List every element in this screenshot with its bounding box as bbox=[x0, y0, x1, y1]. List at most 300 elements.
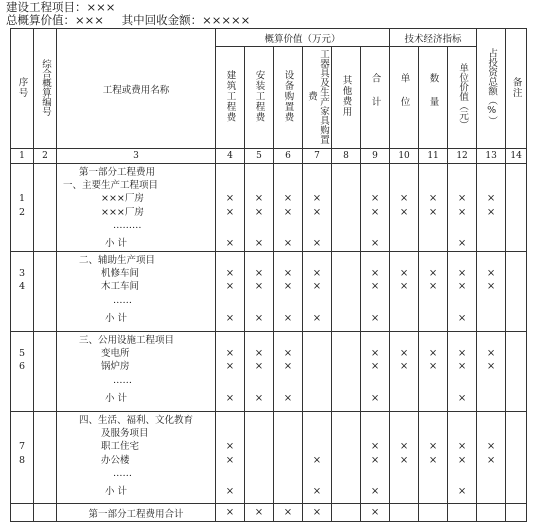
mark bbox=[303, 294, 331, 307]
value-cell bbox=[448, 332, 477, 412]
col-other: 其他费用 bbox=[332, 47, 361, 149]
mark bbox=[477, 334, 505, 347]
value-cell bbox=[332, 164, 361, 252]
mark: × bbox=[399, 361, 409, 373]
item-name: …… bbox=[113, 374, 132, 386]
section-row bbox=[11, 164, 527, 252]
total-row bbox=[11, 504, 527, 522]
seq-number bbox=[11, 427, 33, 440]
name-cell bbox=[57, 412, 216, 504]
mark: × bbox=[399, 268, 409, 280]
mark bbox=[477, 179, 505, 192]
mark bbox=[303, 347, 331, 360]
mark bbox=[245, 254, 273, 267]
value-cell bbox=[216, 164, 245, 252]
mark bbox=[332, 254, 360, 267]
mark: × bbox=[225, 361, 235, 373]
est-no-cell bbox=[34, 252, 57, 332]
mark bbox=[390, 392, 418, 405]
mark: × bbox=[254, 361, 264, 373]
value-cell bbox=[361, 332, 390, 412]
mark: × bbox=[312, 312, 322, 324]
seq-cell bbox=[11, 412, 34, 504]
mark bbox=[245, 294, 273, 307]
remarks-cell bbox=[506, 164, 527, 252]
mark: × bbox=[254, 206, 264, 218]
mark bbox=[303, 219, 331, 232]
mark: × bbox=[283, 268, 293, 280]
mark bbox=[245, 454, 273, 467]
mark bbox=[419, 312, 447, 325]
mark bbox=[274, 467, 302, 480]
mark: × bbox=[254, 281, 264, 293]
col-share: 占投资总额（%） bbox=[477, 29, 506, 149]
column-number: 11 bbox=[419, 149, 448, 164]
item-name: 小 计 bbox=[105, 392, 128, 404]
mark: × bbox=[457, 206, 467, 218]
recovery-value: ××××× bbox=[202, 13, 251, 27]
mark bbox=[419, 294, 447, 307]
mark bbox=[303, 166, 331, 179]
mark bbox=[361, 414, 389, 427]
mark bbox=[303, 440, 331, 453]
mark bbox=[303, 334, 331, 347]
mark bbox=[216, 254, 244, 267]
col-remarks: 备注 bbox=[506, 29, 527, 149]
mark: × bbox=[361, 504, 390, 522]
mark: × bbox=[254, 348, 264, 360]
mark bbox=[274, 414, 302, 427]
recovery-label: 其中回收金额： bbox=[121, 13, 203, 27]
column-number: 10 bbox=[390, 149, 419, 164]
mark bbox=[390, 237, 418, 250]
mark bbox=[390, 166, 418, 179]
mark bbox=[477, 467, 505, 480]
mark: × bbox=[283, 348, 293, 360]
item-name: 锅炉房 bbox=[101, 361, 130, 373]
mark bbox=[390, 334, 418, 347]
mark: × bbox=[225, 441, 235, 453]
remarks-cell bbox=[506, 504, 527, 522]
mark bbox=[477, 312, 505, 325]
item-name: 木工车间 bbox=[101, 281, 140, 293]
mark bbox=[332, 237, 360, 250]
mark: × bbox=[486, 441, 496, 453]
mark bbox=[274, 294, 302, 307]
value-cell bbox=[332, 332, 361, 412]
mark: × bbox=[370, 237, 380, 249]
mark: × bbox=[428, 361, 438, 373]
value-cell bbox=[419, 332, 448, 412]
mark bbox=[448, 467, 476, 480]
mark: × bbox=[225, 206, 235, 218]
value-cell bbox=[216, 332, 245, 412]
estimate-table bbox=[10, 28, 527, 522]
mark bbox=[390, 254, 418, 267]
mark bbox=[361, 219, 389, 232]
mark bbox=[477, 504, 506, 522]
mark: × bbox=[370, 392, 380, 404]
item-name: …… bbox=[113, 467, 132, 479]
column-number: 12 bbox=[448, 149, 477, 164]
mark: × bbox=[399, 206, 409, 218]
section-row bbox=[11, 332, 527, 412]
col-tech-group: 技术经济指标 bbox=[390, 29, 477, 47]
item-name: 职工住宅 bbox=[101, 441, 140, 453]
mark bbox=[419, 179, 447, 192]
mark bbox=[448, 179, 476, 192]
col-total: 合计 bbox=[361, 47, 390, 149]
mark: × bbox=[370, 281, 380, 293]
item-name: 机修车间 bbox=[101, 268, 140, 280]
mark bbox=[448, 427, 476, 440]
mark bbox=[216, 166, 244, 179]
mark: × bbox=[370, 361, 380, 373]
col-equipment: 设备购置费 bbox=[274, 47, 303, 149]
mark bbox=[216, 334, 244, 347]
mark bbox=[390, 219, 418, 232]
seq-number bbox=[11, 166, 33, 179]
seq-number bbox=[11, 312, 33, 325]
seq-number: 4 bbox=[18, 281, 26, 293]
item-name: 小 计 bbox=[105, 485, 128, 497]
mark bbox=[216, 219, 244, 232]
value-cell bbox=[332, 252, 361, 332]
column-number: 7 bbox=[303, 149, 332, 164]
mark bbox=[332, 192, 360, 205]
mark: × bbox=[457, 361, 467, 373]
mark: × bbox=[457, 454, 467, 466]
value-cell bbox=[274, 252, 303, 332]
est-no-cell bbox=[34, 332, 57, 412]
mark bbox=[477, 485, 505, 498]
value-cell bbox=[448, 412, 477, 504]
mark bbox=[448, 414, 476, 427]
mark: × bbox=[370, 441, 380, 453]
mark bbox=[361, 427, 389, 440]
mark: × bbox=[428, 206, 438, 218]
col-seq: 序号 bbox=[11, 29, 34, 149]
mark bbox=[361, 467, 389, 480]
section-row bbox=[11, 412, 527, 504]
name-cell bbox=[57, 252, 216, 332]
mark: × bbox=[225, 312, 235, 324]
mark bbox=[274, 485, 302, 498]
mark: × bbox=[254, 193, 264, 205]
mark: × bbox=[457, 281, 467, 293]
mark bbox=[303, 374, 331, 387]
mark bbox=[390, 294, 418, 307]
value-cell bbox=[303, 252, 332, 332]
mark: × bbox=[428, 454, 438, 466]
seq-number: 8 bbox=[18, 454, 26, 466]
mark bbox=[361, 254, 389, 267]
value-cell bbox=[303, 332, 332, 412]
item-name: 小 计 bbox=[105, 237, 128, 249]
mark: × bbox=[254, 312, 264, 324]
mark bbox=[303, 414, 331, 427]
value-cell bbox=[245, 252, 274, 332]
mark bbox=[245, 374, 273, 387]
item-name: 小 计 bbox=[105, 312, 128, 324]
seq-number: 7 bbox=[18, 441, 26, 453]
mark bbox=[303, 360, 331, 373]
mark bbox=[332, 454, 360, 467]
mark bbox=[419, 485, 447, 498]
mark bbox=[216, 467, 244, 480]
mark bbox=[332, 467, 360, 480]
mark: × bbox=[486, 281, 496, 293]
mark bbox=[245, 179, 273, 192]
value-cell bbox=[419, 252, 448, 332]
mark bbox=[419, 374, 447, 387]
est-no-cell bbox=[34, 504, 57, 522]
mark bbox=[245, 166, 273, 179]
column-number: 9 bbox=[361, 149, 390, 164]
mark bbox=[332, 334, 360, 347]
mark: × bbox=[370, 485, 380, 497]
mark: × bbox=[457, 485, 467, 497]
mark: × bbox=[225, 348, 235, 360]
value-cell bbox=[390, 252, 419, 332]
seq-number bbox=[11, 254, 33, 267]
mark bbox=[332, 267, 360, 280]
mark: × bbox=[303, 504, 332, 522]
remarks-cell bbox=[506, 412, 527, 504]
value-cell bbox=[274, 164, 303, 252]
col-unit-value: 单位价值（元） bbox=[448, 47, 477, 149]
mark: × bbox=[283, 206, 293, 218]
mark bbox=[274, 374, 302, 387]
value-cell bbox=[477, 252, 506, 332]
value-cell bbox=[216, 252, 245, 332]
mark bbox=[361, 374, 389, 387]
mark bbox=[216, 427, 244, 440]
mark bbox=[448, 166, 476, 179]
mark bbox=[390, 312, 418, 325]
total-label: 总概算价值： bbox=[6, 13, 75, 27]
total-value-line bbox=[6, 13, 250, 27]
col-name: 工程或费用名称 bbox=[57, 29, 216, 149]
mark bbox=[477, 294, 505, 307]
mark bbox=[390, 179, 418, 192]
mark bbox=[477, 166, 505, 179]
col-construction: 建筑工程费 bbox=[216, 47, 245, 149]
mark bbox=[216, 414, 244, 427]
mark: × bbox=[312, 206, 322, 218]
col-value-group: 概算价值（万元） bbox=[216, 29, 390, 47]
mark: × bbox=[370, 312, 380, 324]
mark: × bbox=[254, 268, 264, 280]
mark: × bbox=[428, 348, 438, 360]
item-name: 四、生活、福利、文化教育 bbox=[79, 415, 194, 426]
value-cell bbox=[390, 164, 419, 252]
mark bbox=[419, 392, 447, 405]
mark: × bbox=[370, 348, 380, 360]
mark: × bbox=[457, 441, 467, 453]
mark bbox=[332, 440, 360, 453]
mark: × bbox=[312, 268, 322, 280]
mark: × bbox=[283, 312, 293, 324]
mark: × bbox=[225, 268, 235, 280]
column-number: 13 bbox=[477, 149, 506, 164]
value-cell bbox=[419, 412, 448, 504]
seq-number bbox=[11, 294, 33, 307]
mark: × bbox=[486, 348, 496, 360]
mark bbox=[245, 467, 273, 480]
mark bbox=[274, 166, 302, 179]
mark bbox=[274, 427, 302, 440]
mark bbox=[245, 427, 273, 440]
seq-number bbox=[11, 179, 33, 192]
mark: × bbox=[312, 193, 322, 205]
est-no-cell bbox=[34, 164, 57, 252]
mark bbox=[303, 179, 331, 192]
value-cell bbox=[303, 412, 332, 504]
mark bbox=[332, 166, 360, 179]
mark: × bbox=[486, 268, 496, 280]
mark: × bbox=[486, 206, 496, 218]
mark: × bbox=[428, 268, 438, 280]
value-cell bbox=[274, 412, 303, 504]
mark bbox=[332, 312, 360, 325]
seq-number: 3 bbox=[18, 268, 26, 280]
seq-number: 6 bbox=[18, 361, 26, 373]
mark bbox=[332, 294, 360, 307]
mark bbox=[332, 374, 360, 387]
mark bbox=[477, 237, 505, 250]
mark bbox=[332, 427, 360, 440]
mark: × bbox=[274, 504, 303, 522]
item-name: 一、主要生产工程项目 bbox=[63, 180, 159, 192]
mark bbox=[245, 219, 273, 232]
mark bbox=[332, 485, 360, 498]
item-name: 变电所 bbox=[101, 348, 130, 360]
mark bbox=[216, 374, 244, 387]
mark bbox=[448, 374, 476, 387]
mark: × bbox=[283, 361, 293, 373]
total-value: ××× bbox=[75, 13, 104, 27]
item-name: 及服务项目 bbox=[101, 428, 149, 440]
item-name: 三、公用设施工程项目 bbox=[79, 335, 175, 346]
value-cell bbox=[390, 412, 419, 504]
mark: × bbox=[245, 504, 274, 522]
seq-number bbox=[11, 392, 33, 405]
mark: × bbox=[312, 237, 322, 249]
mark bbox=[419, 467, 447, 480]
mark: × bbox=[283, 281, 293, 293]
mark: × bbox=[370, 206, 380, 218]
mark bbox=[303, 427, 331, 440]
seq-number bbox=[11, 485, 33, 498]
mark bbox=[477, 414, 505, 427]
mark: × bbox=[457, 268, 467, 280]
mark bbox=[419, 504, 448, 522]
remarks-cell bbox=[506, 332, 527, 412]
column-number: 3 bbox=[57, 149, 216, 164]
mark: × bbox=[312, 454, 322, 466]
item-name: ×××厂房 bbox=[101, 206, 144, 218]
mark: × bbox=[486, 361, 496, 373]
seq-number bbox=[11, 237, 33, 250]
value-cell bbox=[245, 164, 274, 252]
mark bbox=[390, 374, 418, 387]
mark bbox=[245, 440, 273, 453]
mark bbox=[274, 440, 302, 453]
seq-cell bbox=[11, 164, 34, 252]
mark bbox=[332, 392, 360, 405]
column-number: 6 bbox=[274, 149, 303, 164]
mark: × bbox=[225, 193, 235, 205]
seq-cell bbox=[11, 504, 34, 522]
mark bbox=[332, 280, 360, 293]
mark: × bbox=[399, 193, 409, 205]
mark bbox=[448, 334, 476, 347]
mark: × bbox=[428, 441, 438, 453]
mark bbox=[303, 467, 331, 480]
mark: × bbox=[399, 281, 409, 293]
item-name: ……… bbox=[113, 219, 142, 231]
mark bbox=[332, 504, 361, 522]
mark bbox=[274, 254, 302, 267]
seq-number bbox=[11, 374, 33, 387]
mark bbox=[419, 427, 447, 440]
mark: × bbox=[225, 281, 235, 293]
mark bbox=[419, 334, 447, 347]
mark bbox=[419, 219, 447, 232]
mark: × bbox=[486, 454, 496, 466]
value-cell bbox=[448, 164, 477, 252]
item-name: 第一部分工程费用 bbox=[79, 167, 156, 178]
value-cell bbox=[477, 164, 506, 252]
mark bbox=[390, 467, 418, 480]
section-row bbox=[11, 252, 527, 332]
mark bbox=[477, 427, 505, 440]
est-no-cell bbox=[34, 412, 57, 504]
seq-number bbox=[11, 334, 33, 347]
col-tools: 工器具及生产家具购置费 bbox=[303, 47, 332, 149]
item-name: 二、辅助生产项目 bbox=[79, 255, 156, 266]
value-cell bbox=[419, 164, 448, 252]
mark: × bbox=[254, 392, 264, 404]
mark bbox=[477, 374, 505, 387]
value-cell bbox=[390, 332, 419, 412]
mark: × bbox=[225, 485, 235, 497]
mark bbox=[216, 179, 244, 192]
mark bbox=[274, 334, 302, 347]
name-cell bbox=[57, 164, 216, 252]
total-name: 第一部分工程费用合计 bbox=[57, 504, 216, 522]
mark: × bbox=[225, 392, 235, 404]
value-cell bbox=[361, 252, 390, 332]
mark: × bbox=[312, 281, 322, 293]
mark bbox=[332, 206, 360, 219]
estimate-body bbox=[11, 164, 527, 522]
value-cell bbox=[448, 252, 477, 332]
seq-number: 2 bbox=[18, 206, 26, 218]
mark: × bbox=[457, 312, 467, 324]
value-cell bbox=[477, 412, 506, 504]
mark bbox=[448, 294, 476, 307]
mark bbox=[448, 219, 476, 232]
col-installation: 安装工程费 bbox=[245, 47, 274, 149]
seq-number bbox=[11, 467, 33, 480]
project-label: 建设工程项目： bbox=[6, 0, 87, 14]
mark: × bbox=[312, 485, 322, 497]
mark: × bbox=[457, 237, 467, 249]
mark bbox=[390, 485, 418, 498]
mark bbox=[361, 294, 389, 307]
